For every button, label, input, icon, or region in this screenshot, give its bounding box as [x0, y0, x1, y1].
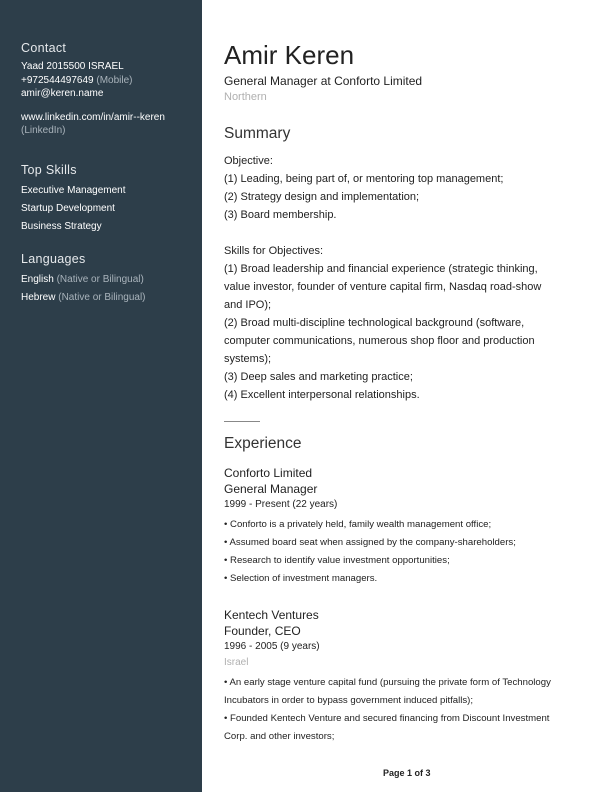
summary-line: (2) Broad multi-discipline technological background (software, — [224, 317, 525, 329]
job-title: General Manager — [224, 482, 318, 496]
summary-line: value investor, founder of venture capital firm, Nasdaq road-show — [224, 281, 542, 293]
job-dates: 1999 - Present (22 years) — [224, 499, 338, 510]
experience-list — [224, 465, 594, 746]
job-bullet: • Founded Kentech Venture and secured financing from Discount Investment — [224, 713, 550, 724]
job-title: Founder, CEO — [224, 624, 301, 638]
profile-name: Amir Keren — [224, 40, 355, 70]
summary-line: and IPO); — [224, 299, 272, 311]
language-level: (Native or Bilingual) — [58, 291, 146, 303]
linkedin-link[interactable]: www.linkedin.com/in/amir--keren — [21, 111, 165, 123]
summary-line: Objective: — [224, 155, 273, 167]
summary-heading: Summary — [224, 125, 291, 142]
phone — [21, 74, 202, 88]
job-entry — [224, 607, 594, 746]
summary-line: (4) Excellent interpersonal relationships. — [224, 389, 420, 401]
contact-heading: Contact — [21, 41, 67, 55]
phone-label: (Mobile) — [96, 74, 133, 86]
page-number: Page 1 of 3 — [383, 768, 431, 778]
summary-line: computer communications, numerous shop floor and production — [224, 335, 535, 347]
main-content — [224, 40, 594, 746]
summary-line: (3) Deep sales and marketing practice; — [224, 371, 413, 383]
job-bullet: Incubators in order to bypass government induced pitfalls); — [224, 695, 474, 706]
language-name: English — [21, 273, 54, 285]
top-skills-heading: Top Skills — [21, 162, 77, 177]
summary-line: (3) Board membership. — [224, 209, 337, 221]
language-item — [21, 271, 202, 289]
job-company: Conforto Limited — [224, 466, 313, 480]
job-bullet: • Assumed board seat when assigned by the company-shareholders; — [224, 537, 516, 548]
job-bullet: • Selection of investment managers. — [224, 573, 378, 584]
languages-heading: Languages — [21, 251, 86, 266]
language-level: (Native or Bilingual) — [56, 273, 144, 285]
job-entry — [224, 465, 594, 588]
summary-line: (1) Broad leadership and financial experience (strategic thinking, — [224, 263, 538, 275]
experience-heading: Experience — [224, 435, 302, 452]
email-link[interactable]: amir@keren.name — [21, 88, 104, 99]
summary-line: (2) Strategy design and implementation; — [224, 191, 420, 203]
address: Yaad 2015500 ISRAEL — [21, 61, 124, 72]
sidebar — [0, 0, 202, 792]
job-bullet: • An early stage venture capital fund (pursuing the private form of Technology — [224, 677, 551, 688]
skill-item: Executive Management — [21, 184, 126, 196]
section-divider — [224, 421, 260, 422]
job-bullet: • Conforto is a privately held, family wealth management office; — [224, 519, 492, 530]
summary-text — [224, 152, 594, 404]
skill-item: Startup Development — [21, 202, 115, 214]
language-name: Hebrew — [21, 291, 56, 303]
summary-line: Skills for Objectives: — [224, 245, 324, 257]
job-dates: 1996 - 2005 (9 years) — [224, 641, 320, 652]
phone-number: +972544497649 — [21, 74, 94, 86]
skill-item: Business Strategy — [21, 220, 102, 232]
linkedin-label: (LinkedIn) — [21, 125, 66, 136]
job-bullet: Corp. and other investors; — [224, 731, 335, 742]
summary-line: (1) Leading, being part of, or mentoring top management; — [224, 173, 504, 185]
job-bullet: • Research to identify value investment opportunities; — [224, 555, 450, 566]
job-location: Israel — [224, 657, 249, 668]
language-item — [21, 289, 202, 307]
summary-line — [224, 224, 594, 242]
job-company: Kentech Ventures — [224, 608, 319, 622]
location: Northern — [224, 91, 267, 103]
headline: General Manager at Conforto Limited — [224, 74, 423, 88]
summary-line: systems); — [224, 353, 272, 365]
